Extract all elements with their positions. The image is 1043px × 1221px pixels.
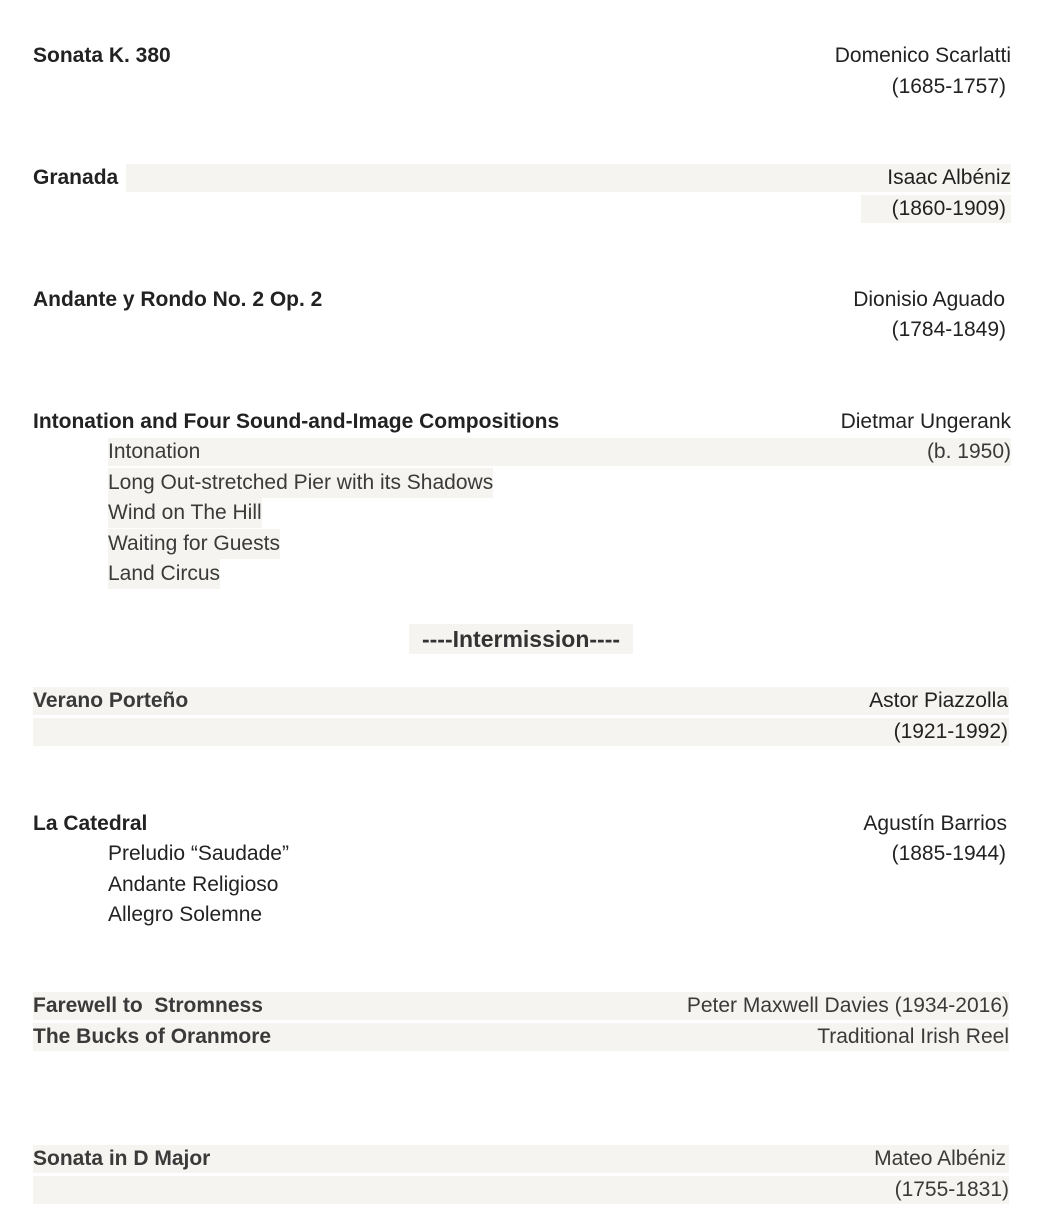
intermission-label: ----Intermission---- bbox=[409, 624, 633, 654]
piece-title: Granada bbox=[33, 166, 119, 189]
movement-title: Waiting for Guests bbox=[108, 529, 280, 559]
movement-title: Land Circus bbox=[108, 559, 220, 589]
piece-title: Intonation and Four Sound-and-Image Compositions bbox=[33, 410, 560, 433]
composer-dates: (1685-1757) bbox=[891, 75, 1006, 98]
composer-dates: (1921-1992) bbox=[893, 720, 1008, 743]
movement-title: Intonation bbox=[108, 440, 201, 463]
piece-title: The Bucks of Oranmore bbox=[33, 1025, 272, 1048]
highlight-band bbox=[108, 438, 1011, 466]
movement-title: Preludio “Saudade” bbox=[108, 842, 289, 865]
movement-title: Andante Religioso bbox=[108, 873, 279, 896]
highlight-band bbox=[126, 164, 1011, 192]
composer-name: Isaac Albéniz bbox=[887, 166, 1011, 189]
composer-dates: (1755-1831) bbox=[894, 1178, 1009, 1201]
composer-name: Domenico Scarlatti bbox=[834, 44, 1011, 67]
piece-title: Verano Porteño bbox=[33, 689, 189, 712]
highlight-band bbox=[33, 718, 1009, 746]
piece-title: Andante y Rondo No. 2 Op. 2 bbox=[33, 288, 323, 311]
movement-title: Allegro Solemne bbox=[108, 903, 263, 926]
composer-name: Astor Piazzolla bbox=[869, 689, 1008, 712]
piece-title: La Catedral bbox=[33, 812, 148, 835]
highlight-band bbox=[33, 1176, 1009, 1204]
composer-dates: (1885-1944) bbox=[891, 842, 1006, 865]
piece-title: Sonata in D Major bbox=[33, 1147, 211, 1170]
composer-name: Dionisio Aguado bbox=[853, 288, 1005, 311]
composer-dates: (1784-1849) bbox=[891, 318, 1006, 341]
piece-title: Sonata K. 380 bbox=[33, 44, 171, 67]
composer-name: Traditional Irish Reel bbox=[817, 1025, 1009, 1048]
composer-name: Peter Maxwell Davies (1934-2016) bbox=[686, 994, 1009, 1017]
composer-name: Agustín Barrios bbox=[863, 812, 1007, 835]
movement-title: Wind on The Hill bbox=[108, 498, 262, 528]
composer-name: Mateo Albéniz bbox=[874, 1147, 1006, 1170]
piece-title: Farewell to Stromness bbox=[33, 994, 263, 1017]
composer-dates: (b. 1950) bbox=[926, 440, 1011, 463]
composer-dates: (1860-1909) bbox=[891, 197, 1006, 220]
movement-title: Long Out-stretched Pier with its Shadows bbox=[108, 468, 493, 498]
composer-name: Dietmar Ungerank bbox=[840, 410, 1011, 433]
